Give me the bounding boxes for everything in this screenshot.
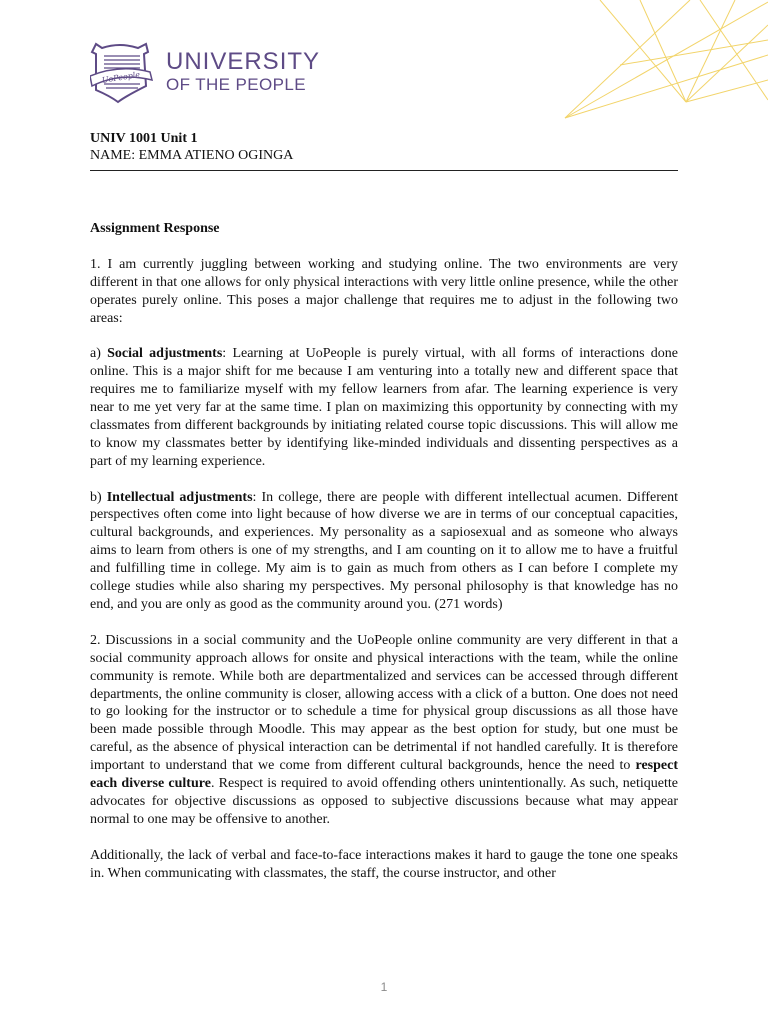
logo-university-text: UNIVERSITY	[166, 48, 321, 75]
student-name: NAME: EMMA ATIENO OGINGA	[90, 148, 294, 163]
paragraph-1: 1. I am currently juggling between working and studying online. The two environments are very different in that one allows for only physical interactions with very little online presence, while the other operates purely online. This poses a major challenge that requires me to adjust in the following two areas:	[90, 256, 678, 326]
paragraph-2-text-before: 2. Discussions in a social community and the UoPeople online community are very different in that a social community approach allows for onsite and physical interactions with the team, while the online community is remote. While both are departmentalized and services can be accessed through different departments, the online community is closer, allowing access with a click of a button. One does not need to go looking for the instructor or to schedule a time for physical group discussions as all those have been made possible through Moodle. This may appear as the best option for study, but one must be careful, as the absence of physical interaction can be detrimental if not handled carefully. It is therefore important to understand that we come from different cultural backgrounds, hence the need to	[90, 632, 678, 774]
paragraph-2	[90, 632, 678, 829]
logo-badge-text: UoPeople	[101, 70, 141, 85]
list-marker-a: a)	[90, 346, 108, 362]
section-heading: Assignment Response	[90, 221, 220, 236]
header-divider	[90, 170, 678, 171]
page-number: 1	[380, 980, 388, 994]
list-marker-b: b)	[90, 489, 107, 505]
term-respect-culture: respect each diverse culture	[90, 758, 678, 792]
social-adjustments-text: : Learning at UoPeople is purely virtual, with all forms of interactions done online. This is a major shift for me because I am venturing into a totally new and different space that requires me to familiarize myself with my fellow learners from afar. The learning experience is very near to me yet very far at the same time. I plan on maximizing this opportunity by connecting with my classmates from different backgrounds by initiating related course topic discussions. This will allow me to know my classmates better by identifying like-minded individuals and dissenting perspectives as a part of my learning experience.	[90, 346, 678, 469]
paragraph-2-text-after: . Respect is required to avoid offending others unintentionally. As such, netiquette advocates for objective discussions as opposed to subjective discussions because what may appear normal to one may be offensive to another.	[90, 776, 679, 827]
paragraph-social-adjustments	[90, 345, 678, 470]
logo-people-text: OF THE PEOPLE	[166, 75, 306, 94]
term-social-adjustments: Social adjustments	[107, 346, 223, 362]
paragraph-additionally: Additionally, the lack of verbal and face-to-face interactions makes it hard to gauge the tone one speaks in. When communicating with classmates, the staff, the course instructor, and other	[90, 847, 678, 881]
intellectual-adjustments-text: : In college, there are people with different intellectual acumen. Different perspectives often come into light because of how diverse we are in terms of our conceptual capacities, cultural backgrounds, and experiences. My personality as a sapiosexual and as someone who always aims to learn from others is one of my strengths, and I am counting on it to allow me to have a fruitful and fulfilling time in college. My aim is to gain as much from others as I can before I complete my college studies while also sharing my perspectives. My personal philosophy is that knowledge has no end, and you are only as good as the community around you. (271 words)	[90, 489, 678, 612]
course-code: UNIV 1001 Unit 1	[90, 131, 198, 146]
paragraph-intellectual-adjustments	[90, 489, 678, 614]
document-header	[90, 130, 678, 164]
term-intellectual-adjustments: Intellectual adjustments	[106, 489, 253, 505]
document-body	[90, 220, 678, 900]
